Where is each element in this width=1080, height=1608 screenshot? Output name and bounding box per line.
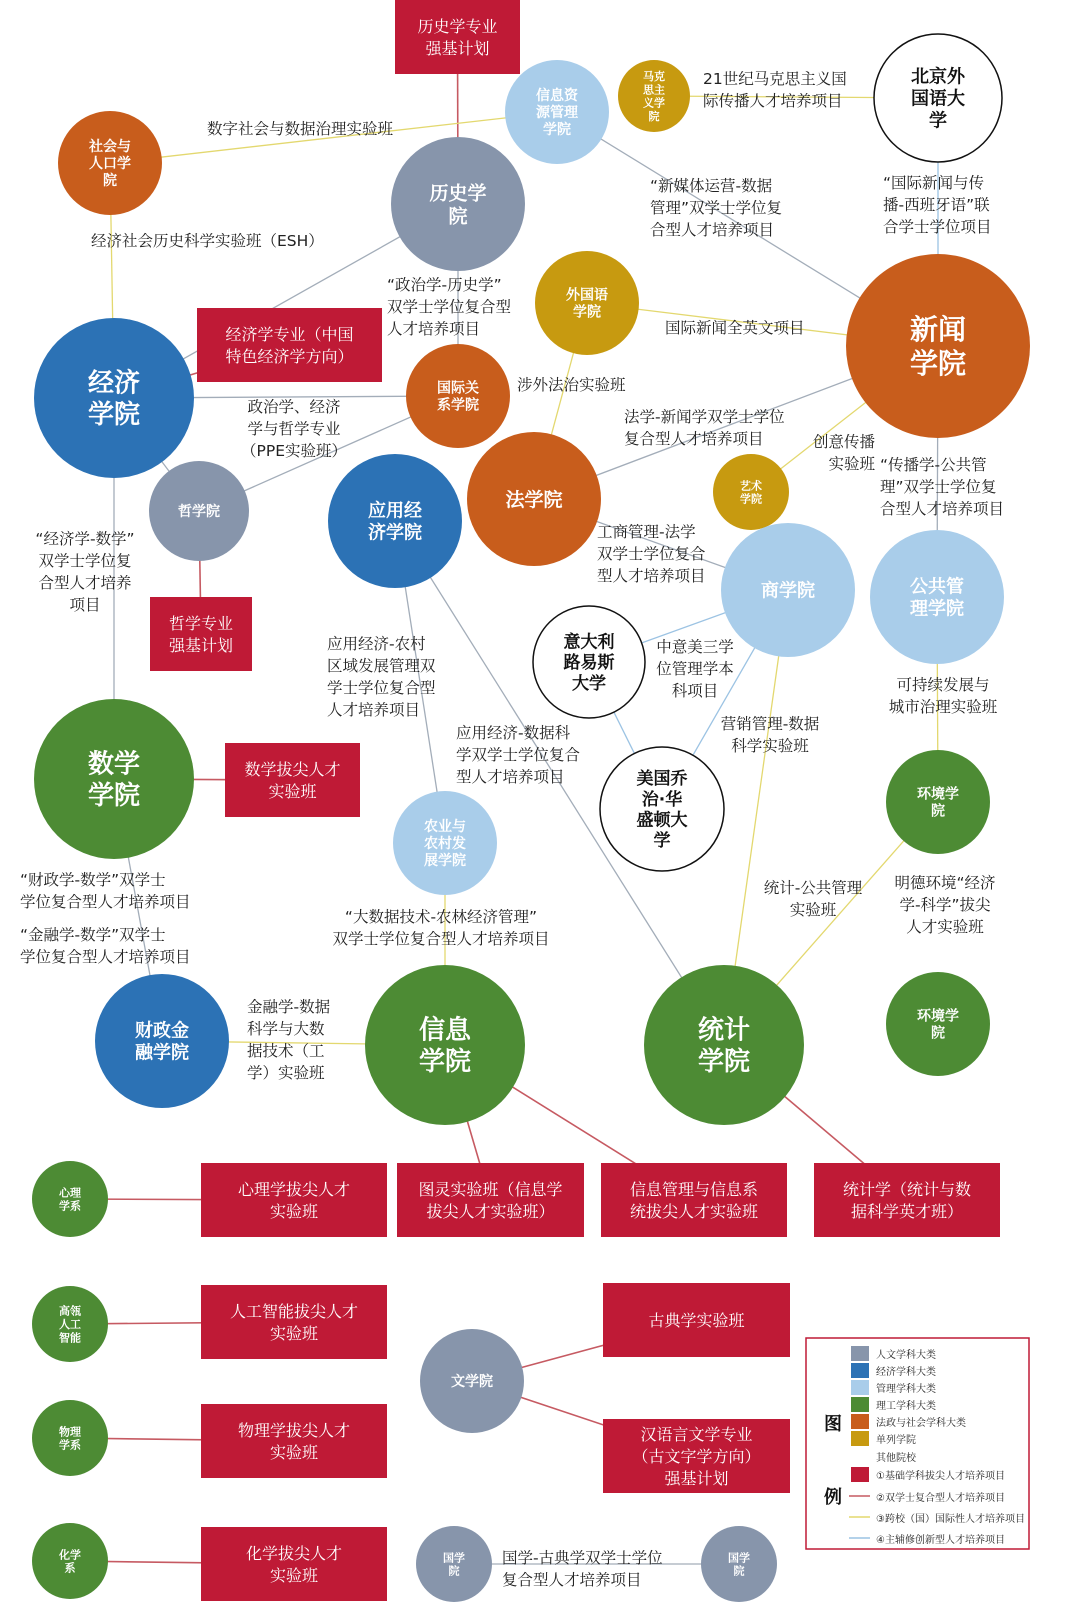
node-label: 路易斯: [563, 653, 615, 674]
node-physics: [32, 1400, 108, 1476]
legend-label: ①基础学科拔尖人才培养项目: [876, 1471, 1005, 1482]
node-literature: [420, 1329, 524, 1433]
node-label: 哲学院: [178, 504, 220, 521]
node-label: 源管理: [536, 105, 578, 122]
program-label-line: 播-西班牙语”联: [883, 196, 990, 214]
program-label-intl_news_english: [665, 318, 805, 337]
legend-swatch: [851, 1397, 869, 1412]
node-sociology: [58, 111, 162, 215]
program-label-line: 创意传播: [812, 433, 875, 451]
node-label: 学院: [909, 347, 967, 381]
program-label-line: 工商管理-法学: [597, 523, 696, 541]
project-box-bg: [225, 743, 360, 817]
legend-label: 其他院校: [876, 1453, 916, 1464]
node-label: 公共管: [910, 576, 964, 598]
node-stats_school: [644, 965, 804, 1125]
node-journalism: [846, 254, 1030, 438]
program-label-line: 实验班: [828, 455, 875, 473]
program-label-line: 项目: [69, 596, 101, 614]
project-box-label: 经济学专业（中国: [225, 325, 354, 344]
project-box-ai_talent: [201, 1285, 387, 1359]
program-label-marxism_21st: [703, 70, 847, 110]
program-label-mingde_env: [894, 874, 995, 936]
project-box-label: 哲学专业: [168, 614, 234, 633]
node-env_school_1: [886, 750, 990, 854]
legend-item: [849, 1512, 1025, 1525]
project-box-classics_class: [603, 1283, 790, 1357]
program-label-line: 复合型人才培养项目: [502, 1571, 642, 1589]
node-philosophy: [149, 461, 249, 561]
node-label: 信息资: [536, 87, 578, 104]
node-label: 国学: [728, 1551, 750, 1565]
node-law_school: [467, 432, 601, 566]
program-label-line: “新媒体运营-数据: [650, 177, 773, 195]
node-label: 农村发: [424, 836, 466, 853]
node-label: 高瓴: [59, 1304, 81, 1318]
project-box-label: 统拔尖人才实验班: [629, 1202, 759, 1221]
node-label: 化学: [59, 1548, 81, 1562]
node-label: 数学: [87, 749, 141, 780]
project-box-label: 特色经济学方向）: [225, 347, 354, 366]
program-label-line: 法学-新闻学双学士学位: [624, 408, 785, 426]
legend-swatch: [851, 1346, 869, 1361]
program-label-line: 应用经济-数据科: [456, 724, 571, 742]
project-box-label: 汉语言文学专业: [640, 1425, 753, 1444]
project-box-label: 强基计划: [664, 1469, 729, 1488]
program-label-line: 明德环境“经济: [894, 874, 996, 892]
program-label-line: 合学士学位项目: [883, 218, 992, 236]
program-label-line: 学）实验班: [247, 1064, 325, 1082]
project-box-label: 古典学实验班: [648, 1311, 745, 1330]
project-box-econ_chinese: [197, 308, 382, 382]
node-label: 系: [64, 1561, 76, 1575]
node-label: 北京外: [911, 66, 965, 88]
node-label: 院: [931, 1025, 945, 1042]
program-label-creative_comm: [813, 433, 876, 473]
program-label-line: 统计-公共管理: [763, 879, 863, 897]
node-label: 学: [929, 110, 947, 132]
legend-label: ②双学士复合型人才培养项目: [876, 1493, 1005, 1504]
program-label-line: 可持续发展与: [896, 676, 990, 694]
node-label: 财政金: [135, 1020, 189, 1042]
node-guoxue_2: [701, 1526, 777, 1602]
program-label-line: 双学士学位复合型人才培养项目: [332, 930, 550, 948]
program-label-bizmgmt_law: [597, 523, 706, 585]
node-label: 义学: [643, 96, 665, 110]
program-label-line: 学士学位复合型: [327, 679, 436, 697]
node-label: 治·华: [641, 789, 683, 810]
node-bfsu: [874, 34, 1002, 162]
program-label-line: “政治学-历史学”: [387, 276, 502, 294]
program-label-foreign_law: [517, 376, 626, 394]
program-label-line: 理”双学士学位复: [880, 478, 997, 496]
project-box-bg: [201, 1285, 387, 1359]
node-label: 智能: [59, 1331, 81, 1345]
project-box-label: 实验班: [269, 1324, 319, 1343]
project-box-label: 人工智能拔尖人才: [229, 1302, 359, 1321]
program-label-econ_social_history: [91, 232, 324, 250]
node-label: 环境学: [917, 786, 959, 803]
node-label: 艺术: [740, 479, 762, 493]
program-label-line: “传播学-公共管: [880, 456, 987, 474]
node-marxism: [618, 60, 690, 132]
node-label: 美国乔: [636, 769, 688, 790]
project-box-label: 化学拔尖人才: [245, 1544, 343, 1563]
program-label-line: 应用经济-农村: [327, 635, 426, 653]
project-box-chem_talent: [201, 1527, 387, 1601]
node-guoxue_1: [416, 1526, 492, 1602]
program-label-digital_society: [207, 120, 394, 138]
project-box-bg: [197, 308, 382, 382]
program-label-line: 营销管理-数据: [720, 715, 820, 733]
project-box-history_base_plan: [395, 0, 520, 74]
project-box-infomgmt_talent: [601, 1163, 787, 1237]
node-label: 社会与: [89, 138, 131, 155]
legend-label: 单列学院: [876, 1435, 916, 1446]
legend-label: 理工学科大类: [876, 1401, 936, 1412]
program-label-line: 金融学-数据: [247, 998, 331, 1016]
legend-label: 经济学科大类: [876, 1367, 936, 1378]
program-label-sino_italy_us: [656, 638, 734, 700]
project-box-bg: [201, 1527, 387, 1601]
project-box-bg: [601, 1163, 787, 1237]
program-label-line: 经济社会历史科学实验班（ESH）: [91, 232, 324, 250]
program-label-fin_ds_bigdata: [247, 998, 330, 1082]
project-box-psych_talent: [201, 1163, 387, 1237]
program-label-line: 合型人才培养项目: [650, 221, 775, 239]
program-label-line: 双学士学位复合: [597, 545, 706, 563]
project-box-bg: [201, 1163, 387, 1237]
program-label-line: 科项目: [671, 682, 719, 700]
project-box-label: 强基计划: [168, 636, 234, 655]
node-psychology: [32, 1161, 108, 1237]
node-math_school: [34, 699, 194, 859]
program-label-line: 数字社会与数据治理实验班: [207, 120, 394, 138]
project-box-label: 心理学拔尖人才: [237, 1180, 351, 1199]
program-label-line: 合型人才培养: [38, 574, 132, 592]
program-label-line: （PPE实验班）: [241, 442, 347, 460]
project-box-label: 历史学专业: [417, 17, 498, 36]
program-label-line: 区域发展管理双: [327, 657, 436, 675]
legend: [806, 1338, 1029, 1549]
program-label-new_media: [650, 176, 782, 239]
node-label: 院: [103, 173, 117, 190]
node-label: 人口学: [89, 156, 131, 173]
project-box-math_talent: [225, 743, 360, 817]
node-milan: [533, 606, 645, 718]
node-label: 外国语: [566, 287, 608, 304]
program-label-line: 政治学、经济: [247, 398, 341, 416]
program-label-line: 合型人才培养项目: [880, 500, 1005, 518]
node-label: 学: [653, 831, 671, 852]
node-gaoling_ai: [32, 1286, 108, 1362]
node-finance_school: [95, 974, 229, 1108]
program-label-line: 际传播人才培养项目: [703, 92, 843, 110]
node-label: 应用经: [368, 500, 422, 522]
legend-swatch: [851, 1414, 869, 1429]
legend-swatch: [851, 1467, 869, 1482]
project-box-label: 实验班: [269, 1443, 319, 1462]
node-label: 济学院: [368, 522, 422, 544]
node-info_resources: [505, 60, 609, 164]
node-label: 物理: [59, 1425, 81, 1439]
node-label: 文学院: [451, 1374, 493, 1391]
node-economics_school: [34, 318, 194, 478]
node-label: 学院: [697, 1047, 751, 1078]
node-label: 信息: [418, 1015, 472, 1046]
program-label-guoxue_classics: [502, 1549, 663, 1589]
node-label: 学院: [573, 304, 601, 321]
program-label-line: 中意美三学: [656, 638, 734, 656]
node-label: 思主: [643, 83, 665, 97]
project-box-label: 拔尖人才实验班）: [426, 1202, 555, 1221]
project-box-label: 物理学拔尖人才: [237, 1421, 351, 1440]
node-intl_relations: [406, 344, 510, 448]
legend-label: 管理学科大类: [876, 1384, 936, 1395]
program-label-line: “财政学-数学”双学士: [20, 871, 166, 889]
program-label-line: 人才培养项目: [387, 320, 481, 338]
node-label: 院: [931, 803, 945, 820]
program-label-line: 学-科学”拔尖: [899, 896, 991, 914]
node-arts: [713, 454, 789, 530]
program-label-line: 据技术（工: [247, 1042, 325, 1060]
program-label-line: 21世纪马克思主义国: [703, 70, 847, 88]
program-label-line: 学位复合型人才培养项目: [20, 893, 191, 911]
program-label-line: “大数据技术-农林经济管理”: [344, 908, 538, 926]
node-label: 人工: [59, 1317, 81, 1331]
program-label-line: “经济学-数学”: [35, 530, 135, 548]
node-label: 学系: [59, 1199, 81, 1213]
node-label: 法学院: [505, 488, 563, 511]
project-box-label: 图灵实验班（信息学: [418, 1180, 563, 1199]
legend-item: [876, 1451, 917, 1464]
project-box-label: 实验班: [269, 1202, 319, 1221]
node-label: 融学院: [135, 1042, 189, 1064]
program-label-line: 双学士学位复合型: [387, 298, 512, 316]
program-label-ppe: [241, 398, 347, 460]
node-label: 国学: [443, 1551, 465, 1565]
node-label: 学院: [87, 781, 141, 812]
program-label-comm_publicmgmt: [880, 456, 1004, 518]
program-label-applied_econ_ds: [456, 724, 580, 786]
project-box-label: 实验班: [268, 782, 317, 801]
program-label-marketing_data: [721, 714, 820, 755]
node-business: [721, 523, 855, 657]
legend-label: 人文学科大类: [876, 1350, 936, 1361]
program-label-line: 型人才培养项目: [456, 768, 565, 786]
node-label: 环境学: [917, 1008, 959, 1025]
node-label: 院: [448, 205, 468, 228]
program-label-line: 学与哲学专业: [247, 420, 341, 438]
node-label: 大学: [572, 673, 606, 694]
legend-swatch: [851, 1380, 869, 1395]
program-label-finance_math: [20, 926, 191, 966]
node-history_school: [391, 137, 525, 271]
node-info_school: [365, 965, 525, 1125]
project-box-bg: [397, 1163, 584, 1237]
program-label-line: 双学士学位复: [38, 552, 132, 570]
node-label: 历史学: [429, 182, 487, 205]
program-label-line: 人才培养项目: [327, 701, 421, 719]
node-label: 盛顿大: [636, 810, 688, 831]
node-label: 商学院: [761, 580, 815, 602]
legend-title: 例: [824, 1487, 842, 1508]
node-label: 院: [448, 1564, 460, 1578]
node-label: 学院: [543, 122, 571, 139]
program-label-politics_history: [387, 276, 511, 338]
program-label-line: 型人才培养项目: [597, 567, 706, 585]
program-label-line: 复合型人才培养项目: [624, 430, 764, 448]
node-label: 农业与: [424, 818, 466, 835]
program-label-econ_math: [35, 530, 134, 614]
node-label: 马克: [643, 69, 665, 83]
project-box-bg: [395, 0, 520, 74]
legend-label: ④主辅修创新型人才培养项目: [876, 1535, 1005, 1546]
program-label-line: 管理”双学士学位复: [650, 199, 783, 217]
project-box-stats_elite: [814, 1163, 1000, 1237]
node-agri_school: [393, 791, 497, 895]
node-label: 理学院: [910, 598, 964, 620]
project-box-chinese_lang_base: [603, 1419, 790, 1493]
node-label: 国语大: [911, 88, 965, 110]
node-label: 学院: [740, 492, 762, 506]
node-label: 学院: [87, 400, 141, 431]
node-public_admin: [870, 530, 1004, 664]
program-label-line: 学双学士学位复合: [456, 746, 581, 764]
program-label-line: 国学-古典学双学士学位: [502, 1549, 663, 1567]
legend-swatch: [851, 1431, 869, 1446]
node-env_school_2: [886, 972, 990, 1076]
node-gwu: [600, 747, 724, 871]
edges-layer: [70, 37, 938, 1564]
program-label-intl_news_spanish: [883, 174, 992, 236]
node-label: 学院: [418, 1047, 472, 1078]
node-label: 学系: [59, 1438, 81, 1452]
program-label-line: 涉外法治实验班: [517, 376, 626, 394]
program-label-fiscal_math: [20, 871, 191, 911]
project-box-label: 强基计划: [425, 39, 490, 58]
legend-label: 法政与社会学科大类: [876, 1418, 966, 1429]
node-label: 院: [648, 110, 660, 124]
legend-title: 图: [824, 1414, 842, 1435]
node-label: 院: [733, 1564, 745, 1578]
program-label-line: “金融学-数学”双学士: [20, 926, 166, 944]
project-box-label: （古文字学方向）: [632, 1447, 761, 1466]
program-label-line: 人才实验班: [906, 918, 984, 936]
project-box-bg: [814, 1163, 1000, 1237]
node-applied_econ: [328, 454, 462, 588]
node-label: 意大利: [563, 632, 615, 653]
program-label-line: 科学实验班: [731, 737, 809, 755]
program-label-line: 位管理学本: [656, 660, 734, 678]
node-label: 心理: [59, 1186, 81, 1200]
node-label: 展学院: [424, 853, 466, 870]
program-label-bigdata_agri: [332, 908, 549, 948]
program-label-line: “国际新闻与传: [883, 174, 985, 192]
legend-label: ③跨校（国）国际性人才培养项目: [876, 1514, 1025, 1525]
project-box-label: 据科学英才班）: [850, 1202, 964, 1221]
project-box-bg: [201, 1404, 387, 1478]
node-circle: [846, 254, 1030, 438]
program-label-line: 国际新闻全英文项目: [665, 319, 805, 337]
program-label-line: 实验班: [789, 901, 837, 919]
program-label-law_journalism: [624, 408, 785, 448]
program-label-line: 城市治理实验班: [888, 698, 998, 716]
program-label-line: 学位复合型人才培养项目: [20, 948, 191, 966]
legend-swatch: [851, 1363, 869, 1378]
project-box-bg: [150, 597, 252, 671]
program-label-sustainable_city: [889, 676, 998, 716]
node-label: 统计: [697, 1015, 751, 1046]
node-chemistry: [32, 1523, 108, 1599]
project-box-label: 数学拔尖人才: [244, 760, 341, 779]
project-box-physics_talent: [201, 1404, 387, 1478]
program-label-line: 科学与大数: [247, 1020, 325, 1038]
node-foreign_lang: [535, 251, 639, 355]
project-box-label: 实验班: [269, 1566, 319, 1585]
project-box-label: 统计学（统计与数: [842, 1180, 972, 1199]
project-box-label: 信息管理与信息系: [629, 1180, 759, 1199]
node-label: 经济: [87, 368, 141, 399]
program-label-stats_publicmgmt: [764, 879, 863, 919]
project-box-turing_class: [397, 1163, 584, 1237]
node-label: 国际关: [437, 380, 479, 397]
node-label: 新闻: [909, 313, 967, 346]
project-box-philosophy_base_plan: [150, 597, 252, 671]
node-label: 系学院: [437, 397, 479, 414]
